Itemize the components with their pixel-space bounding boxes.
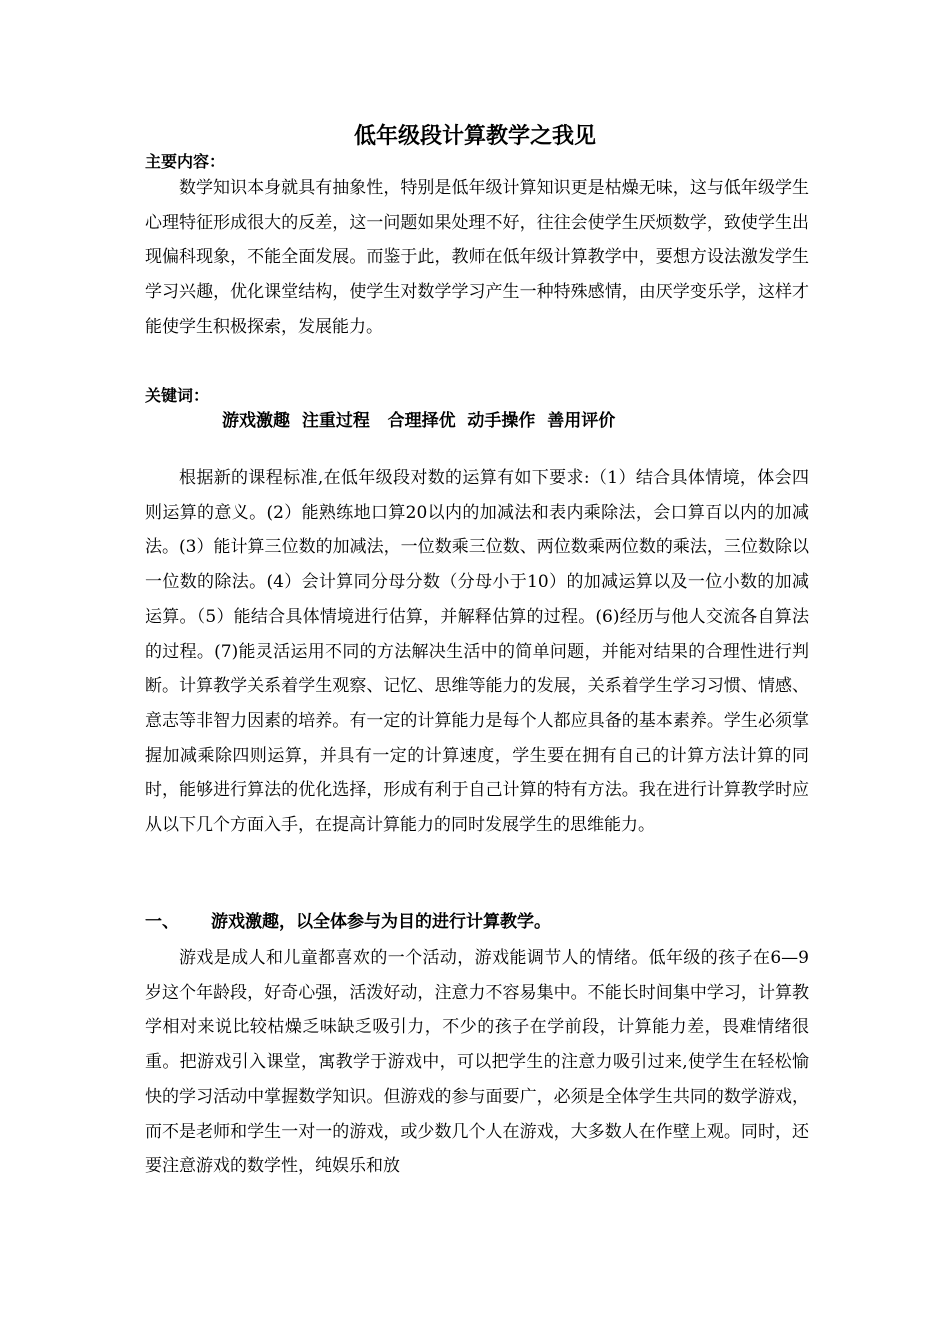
abstract-label: 主要内容： <box>145 152 226 171</box>
document-title: 低年级段计算教学之我见 <box>353 124 596 149</box>
section-number: 一、 <box>145 912 179 932</box>
section-title: 游戏激趣，以全体参与为目的进行计算教学。 <box>211 912 551 932</box>
section-heading <box>145 910 551 934</box>
body-paragraph: 根据新的课程标准,在低年级段对数的运算有如下要求:（1）结合具体情境，体会四则运算的意义。(2）能熟练地口算20以内的加减法和表内乘除法，会口算百以内的加减法。(3）能计算三位数的加减法，一位数乘三位数、两位数乘两位数的乘法，三位数除以一位数的除法。(4）会计算同分母分数（分母小于10）的加减运算以及一位小数的加减运算。（5）能结合具体情境进行估算，并解释估算的过程。(6)经历与他人交流各自算法的过程。(7)能灵活运用不同的方法解决生活中的简单问题，并能对结果的合理性进行判断。计算教学关系着学生观察、记忆、思维等能力的发展，关系着学生学习习惯、情感、意志等非智力因素的培养。有一定的计算能力是每个人都应具备的基本素养。学生必须掌握加减乘除四则运算，并具有一定的计算速度，学生要在拥有自己的计算方法计算的同时，能够进行算法的优化选择，形成有利于自己计算的特有方法。我在进行计算教学时应从以下几个方面入手，在提高计算能力的同时发展学生的思维能力。 <box>145 468 809 836</box>
body-paragraph: 游戏是成人和儿童都喜欢的一个活动，游戏能调节人的情绪。低年级的孩子在6—9岁这个年龄段，好奇心强，活泼好动，注意力不容易集中。不能长时间集中学习，计算教学相对来说比较枯燥乏味缺乏吸引力，不少的孩子在学前段，计算能力差，畏难情绪很重。把游戏引入课堂，寓教学于游戏中，可以把学生的注意力吸引过来,使学生在轻松愉快的学习活动中掌握数学知识。但游戏的参与面要广，必须是全体学生共同的数学游戏，而不是老师和学生一对一的游戏，或少数几个人在游戏，大多数人在作壁上观。同时，还要注意游戏的数学性，纯娱乐和放 <box>145 948 809 1177</box>
keywords-list: 游戏激趣 注重过程 合理择优 动手操作 善用评价 <box>222 411 616 431</box>
abstract-paragraph: 数学知识本身就具有抽象性，特别是低年级计算知识更是枯燥无味，这与低年级学生心理特征形成很大的反差，这一问题如果处理不好，往往会使学生厌烦数学，致使学生出现偏科现象，不能全面发展。而鉴于此，教师在低年级计算教学中，要想方设法激发学生学习兴趣，优化课堂结构，使学生对数学学习产生一种特殊感情，由厌学变乐学，这样才能使学生积极探索，发展能力。 <box>145 178 809 337</box>
keywords-label: 关键词： <box>145 386 210 405</box>
